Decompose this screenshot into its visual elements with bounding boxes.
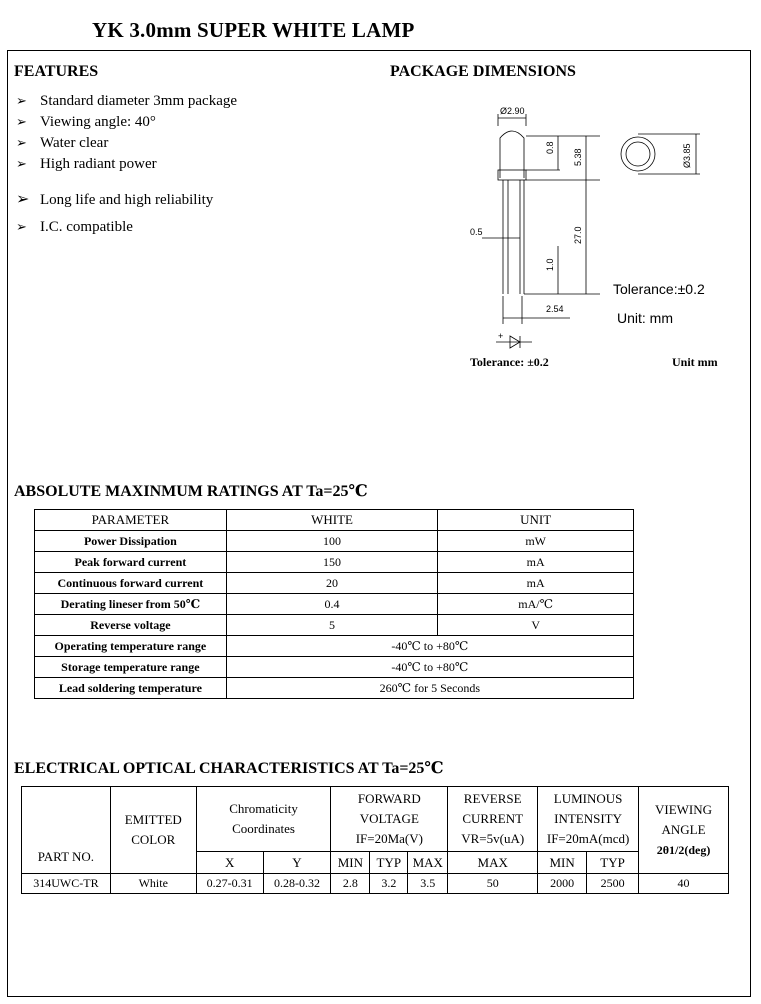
table-subheader-row: X Y MIN TYP MAX MAX MIN TYP bbox=[22, 852, 729, 874]
ratings-heading: ABSOLUTE MAXINMUM RATINGS AT Ta=25℃ bbox=[14, 483, 368, 500]
list-item: ➢ Water clear bbox=[16, 135, 109, 151]
led-lens-outline bbox=[500, 131, 524, 178]
dim-label: 5.38 bbox=[573, 148, 583, 166]
table-row: Derating lineser from 50℃ 0.4 mA/℃ bbox=[35, 594, 634, 615]
anode-mark: + bbox=[498, 331, 504, 341]
column-header: FORWARD VOLTAGE IF=20Ma(V) bbox=[331, 787, 448, 852]
dim-label: Ø3.85 bbox=[682, 143, 692, 168]
electrical-table bbox=[21, 786, 729, 894]
list-item: ➢ I.C. compatible bbox=[16, 219, 133, 235]
column-header: PART NO. bbox=[22, 787, 111, 874]
column-header: LUMINOUS INTENSITY IF=20mA(mcd) bbox=[538, 787, 639, 852]
table-row: 314UWC-TR White 0.27-0.31 0.28-0.32 2.8 3.2 3.5 50 2000 2500 40 bbox=[22, 874, 729, 894]
dim-label: 2.54 bbox=[546, 304, 564, 314]
column-header: WHITE bbox=[226, 510, 438, 531]
ratings-table bbox=[34, 509, 634, 699]
list-item: ➢ Standard diameter 3mm package bbox=[16, 93, 238, 109]
column-header: PARAMETER bbox=[35, 510, 227, 531]
document-title: YK 3.0mm SUPER WHITE LAMP bbox=[92, 18, 415, 42]
package-heading: PACKAGE DIMENSIONS bbox=[390, 63, 576, 80]
table-row: Peak forward current 150 mA bbox=[35, 552, 634, 573]
unit-outer: Unit mm bbox=[672, 355, 718, 369]
table-header-row bbox=[22, 787, 729, 852]
led-top-view-inner bbox=[626, 142, 650, 166]
tolerance-inner: Tolerance:±0.2 bbox=[613, 281, 705, 297]
dim-label: 0.8 bbox=[545, 141, 555, 154]
column-header: EMITTED COLOR bbox=[110, 787, 196, 874]
column-header: Chromaticity Coordinates bbox=[196, 787, 331, 852]
column-header: REVERSE CURRENT VR=5v(uA) bbox=[448, 787, 538, 852]
dim-label: 27.0 bbox=[573, 226, 583, 244]
arrowhead-bullet-icon: ➢ bbox=[16, 189, 30, 208]
list-item: ➢ Viewing angle: 40° bbox=[16, 114, 156, 130]
arrowhead-bullet-icon: ➢ bbox=[16, 94, 27, 109]
arrowhead-bullet-icon: ➢ bbox=[16, 136, 27, 151]
dim-label: 1.0 bbox=[545, 258, 555, 271]
dim-label: 0.5 bbox=[470, 227, 483, 237]
dim-label: Ø2.90 bbox=[500, 106, 525, 116]
led-flange bbox=[498, 170, 526, 180]
table-row: Storage temperature range -40℃ to +80℃ bbox=[35, 657, 634, 678]
table-row: Reverse voltage 5 V bbox=[35, 615, 634, 636]
electrical-heading: ELECTRICAL OPTICAL CHARACTERISTICS AT Ta=25℃ bbox=[14, 760, 444, 777]
table-row: Continuous forward current 20 mA bbox=[35, 573, 634, 594]
list-item: ➢ Long life and high reliability bbox=[16, 189, 214, 208]
table-row: Power Dissipation 100 mW bbox=[35, 531, 634, 552]
unit-inner: Unit: mm bbox=[617, 310, 673, 326]
led-dimension-drawing bbox=[460, 96, 730, 356]
table-header-row bbox=[35, 510, 634, 531]
list-item: ➢ High radiant power bbox=[16, 156, 157, 172]
table-row: Lead soldering temperature 260℃ for 5 Seconds bbox=[35, 678, 634, 699]
arrowhead-bullet-icon: ➢ bbox=[16, 157, 27, 172]
features-heading: FEATURES bbox=[14, 63, 99, 80]
column-header: VIEWING ANGLE 2θ1/2(deg) bbox=[639, 787, 729, 874]
arrowhead-bullet-icon: ➢ bbox=[16, 220, 27, 235]
table-row: Operating temperature range -40℃ to +80℃ bbox=[35, 636, 634, 657]
column-header: UNIT bbox=[438, 510, 634, 531]
tolerance-outer: Tolerance: ±0.2 bbox=[470, 355, 549, 369]
arrowhead-bullet-icon: ➢ bbox=[16, 115, 27, 130]
